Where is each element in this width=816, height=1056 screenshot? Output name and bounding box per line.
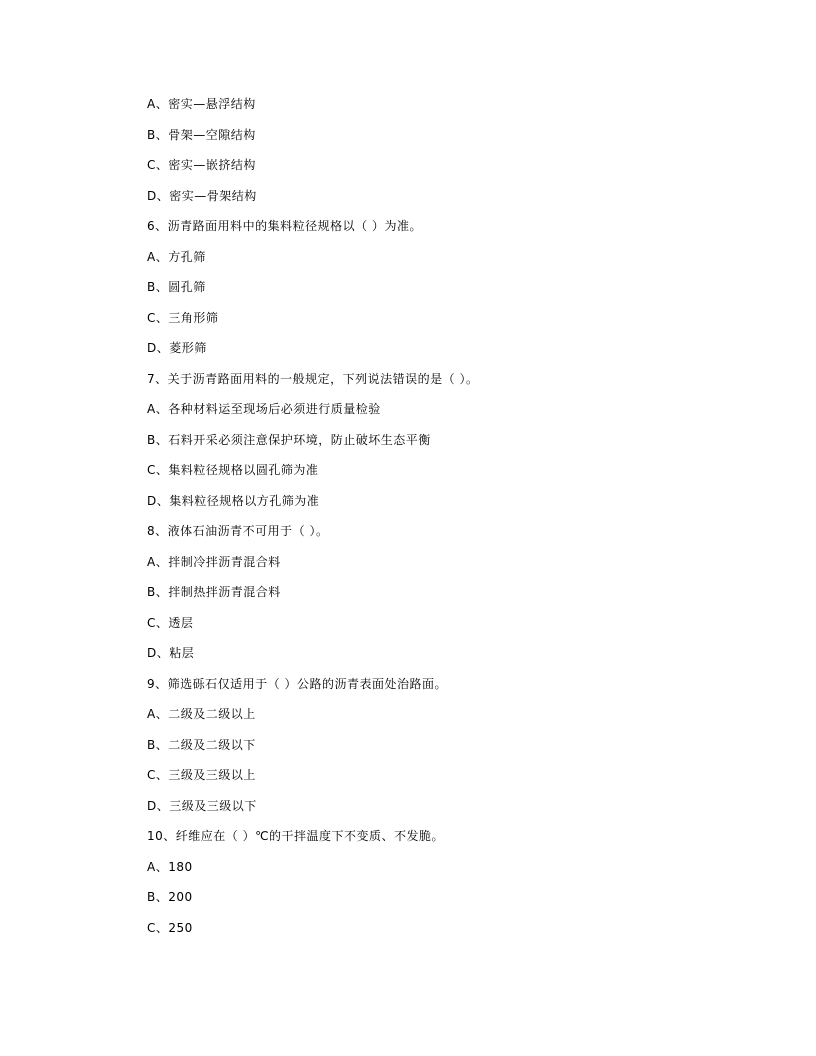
option-line: D、三级及三级以下 [147,798,257,813]
option-line: D、密实—骨架结构 [147,188,257,203]
option-line: A、方孔筛 [147,249,206,264]
option-line: B、二级及二级以下 [147,737,256,752]
option-line: C、250 [147,920,193,935]
option-line: B、拌制热拌沥青混合料 [147,585,281,599]
option-line: B、骨架—空隙结构 [147,127,256,142]
question-line: 7、关于沥青路面用料的一般规定，下列说法错误的是（ ）。 [147,371,479,386]
option-line: D、集料粒径规格以方孔筛为准 [147,493,320,508]
option-line: C、三级及三级以上 [147,768,256,782]
question-line: 10、纤维应在（ ）℃的干拌温度下不变质、不发脆。 [147,829,445,843]
option-line: C、密实—嵌挤结构 [147,158,256,172]
option-line: A、二级及二级以上 [147,707,256,721]
option-line: C、集料粒径规格以圆孔筛为准 [147,463,319,477]
option-line: B、圆孔筛 [147,280,206,294]
option-line: C、三角形筛 [147,310,219,325]
option-line: A、180 [147,859,193,874]
option-line: D、粘层 [147,646,195,660]
option-line: B、200 [147,890,193,904]
question-line: 6、沥青路面用料中的集料粒径规格以（ ）为准。 [147,219,422,233]
option-line: A、密实—悬浮结构 [147,97,256,111]
option-line: A、拌制冷拌沥青混合料 [147,554,281,569]
option-line: D、菱形筛 [147,341,207,355]
option-line: B、石料开采必须注意保护环境，防止破坏生态平衡 [147,432,431,447]
option-line: C、透层 [147,615,194,630]
question-line: 8、液体石油沥青不可用于（ ）。 [147,524,329,538]
question-list [147,94,767,948]
option-line: A、各种材料运至现场后必须进行质量检验 [147,402,381,416]
question-line: 9、筛选砾石仅适用于（ ）公路的沥青表面处治路面。 [147,676,447,691]
